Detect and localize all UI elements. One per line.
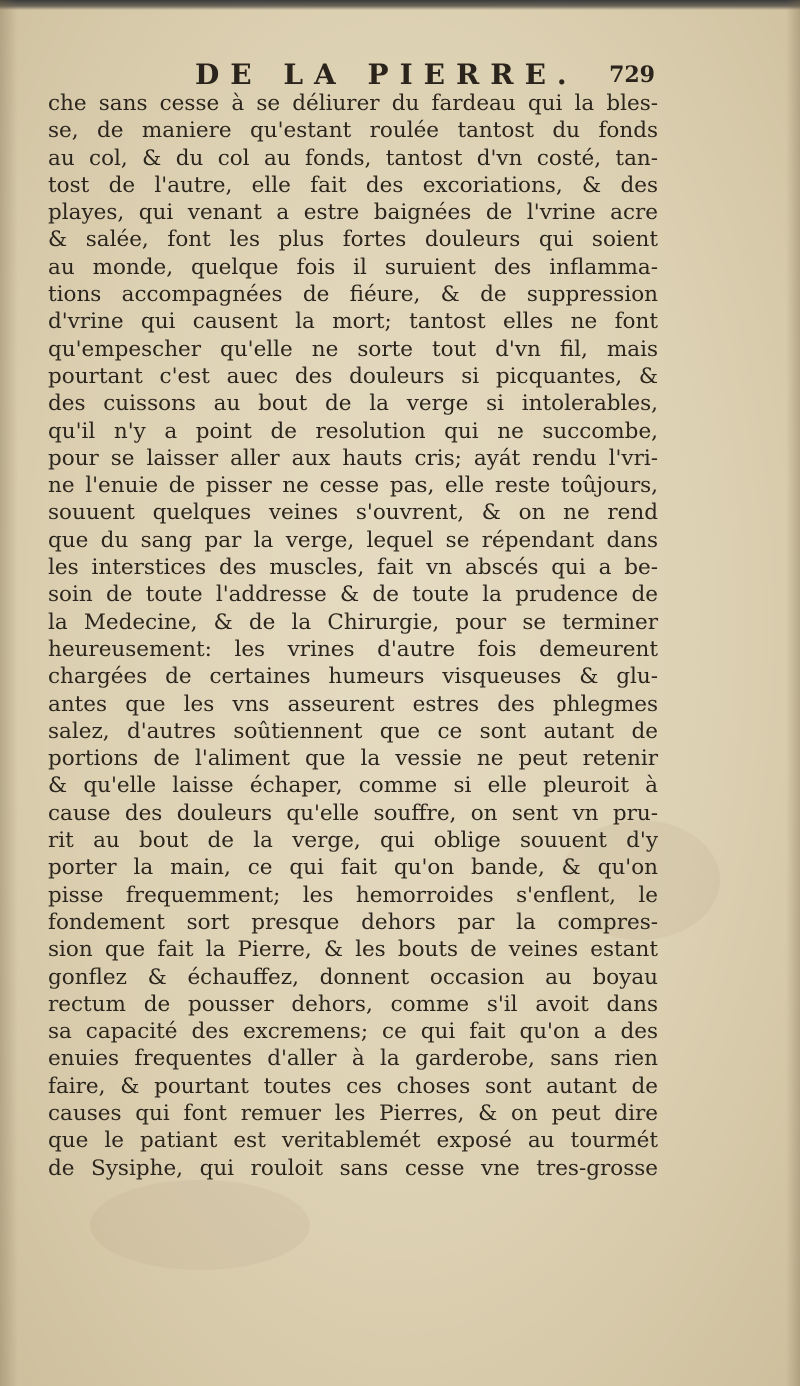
text-line: des cuissons au bout de la verge si intolerables,	[48, 391, 658, 417]
text-line: pour se laisser aller aux hauts cris; ayát rendu l'vri-	[48, 445, 658, 471]
body-text	[48, 90, 658, 1182]
page-left-edge	[0, 0, 18, 1386]
text-line: d'vrine qui causent la mort; tantost elles ne font	[48, 309, 658, 335]
text-line: les interstices des muscles, fait vn abscés qui a be-	[48, 555, 658, 581]
text-line: fondement sort presque dehors par la compres-	[48, 909, 658, 935]
page-right-edge	[786, 0, 800, 1386]
text-line: antes que les vns asseurent estres des phlegmes	[48, 691, 658, 717]
text-line: pisse frequemment; les hemorroides s'enflent, le	[48, 882, 658, 908]
text-line: se, de maniere qu'estant roulée tantost du fonds	[48, 118, 658, 144]
text-line: qu'il n'y a point de resolution qui ne succombe,	[48, 418, 658, 444]
text-line: au monde, quelque fois il suruient des inflamma-	[48, 254, 658, 280]
text-line: causes qui font remuer les Pierres, & on peut dire	[48, 1100, 658, 1126]
text-line: & salée, font les plus fortes douleurs qui soient	[48, 227, 658, 253]
text-line: la Medecine, & de la Chirurgie, pour se terminer	[48, 609, 658, 635]
text-line: qu'empescher qu'elle ne sorte tout d'vn fil, mais	[48, 336, 658, 362]
text-line: rectum de pousser dehors, comme s'il avoit dans	[48, 991, 658, 1017]
text-line: de Sysiphe, qui rouloit sans cesse vne tres-grosse	[48, 1155, 658, 1181]
text-line: ne l'enuie de pisser ne cesse pas, elle reste toûjours,	[48, 473, 658, 499]
text-line: rit au bout de la verge, qui oblige souuent d'y	[48, 828, 658, 854]
text-line: gonflez & échauffez, donnent occasion au boyau	[48, 964, 658, 990]
page-top-edge	[0, 0, 800, 10]
text-line: enuies frequentes d'aller à la garderobe, sans rien	[48, 1046, 658, 1072]
text-line: salez, d'autres soûtiennent que ce sont autant de	[48, 718, 658, 744]
text-line: que le patiant est veritablemét exposé au tourmét	[48, 1128, 658, 1154]
text-line: cause des douleurs qu'elle souffre, on sent vn pru-	[48, 800, 658, 826]
text-line: heureusement: les vrines d'autre fois demeurent	[48, 636, 658, 662]
text-line: soin de toute l'addresse & de toute la prudence de	[48, 582, 658, 608]
text-line: pourtant c'est auec des douleurs si picquantes, &	[48, 363, 658, 389]
text-line: faire, & pourtant toutes ces choses sont autant de	[48, 1073, 658, 1099]
text-line: sion que fait la Pierre, & les bouts de veines estant	[48, 937, 658, 963]
text-line: souuent quelques veines s'ouvrent, & on ne rend	[48, 500, 658, 526]
text-line: chargées de certaines humeurs visqueuses & glu-	[48, 664, 658, 690]
running-head: DE LA PIERRE.	[195, 58, 578, 91]
text-line: che sans cesse à se déliurer du fardeau qui la bles-	[48, 91, 658, 116]
text-line: porter la main, ce qui fait qu'on bande, & qu'on	[48, 855, 658, 881]
text-line: au col, & du col au fonds, tantost d'vn costé, tan-	[48, 145, 658, 171]
text-line: tions accompagnées de fiéure, & de suppression	[48, 282, 658, 308]
ink-bleed-mark	[90, 1180, 310, 1270]
text-line: tost de l'autre, elle fait des excoriations, & des	[48, 172, 658, 198]
text-line: portions de l'aliment que la vessie ne peut retenir	[48, 746, 658, 772]
text-line: que du sang par la verge, lequel se répendant dans	[48, 527, 658, 553]
page-number: 729	[609, 62, 655, 88]
page-header	[195, 58, 655, 92]
text-line: playes, qui venant a estre baignées de l'vrine acre	[48, 200, 658, 226]
text-line: sa capacité des excremens; ce qui fait qu'on a des	[48, 1019, 658, 1045]
text-line: & qu'elle laisse échaper, comme si elle pleuroit à	[48, 773, 658, 799]
